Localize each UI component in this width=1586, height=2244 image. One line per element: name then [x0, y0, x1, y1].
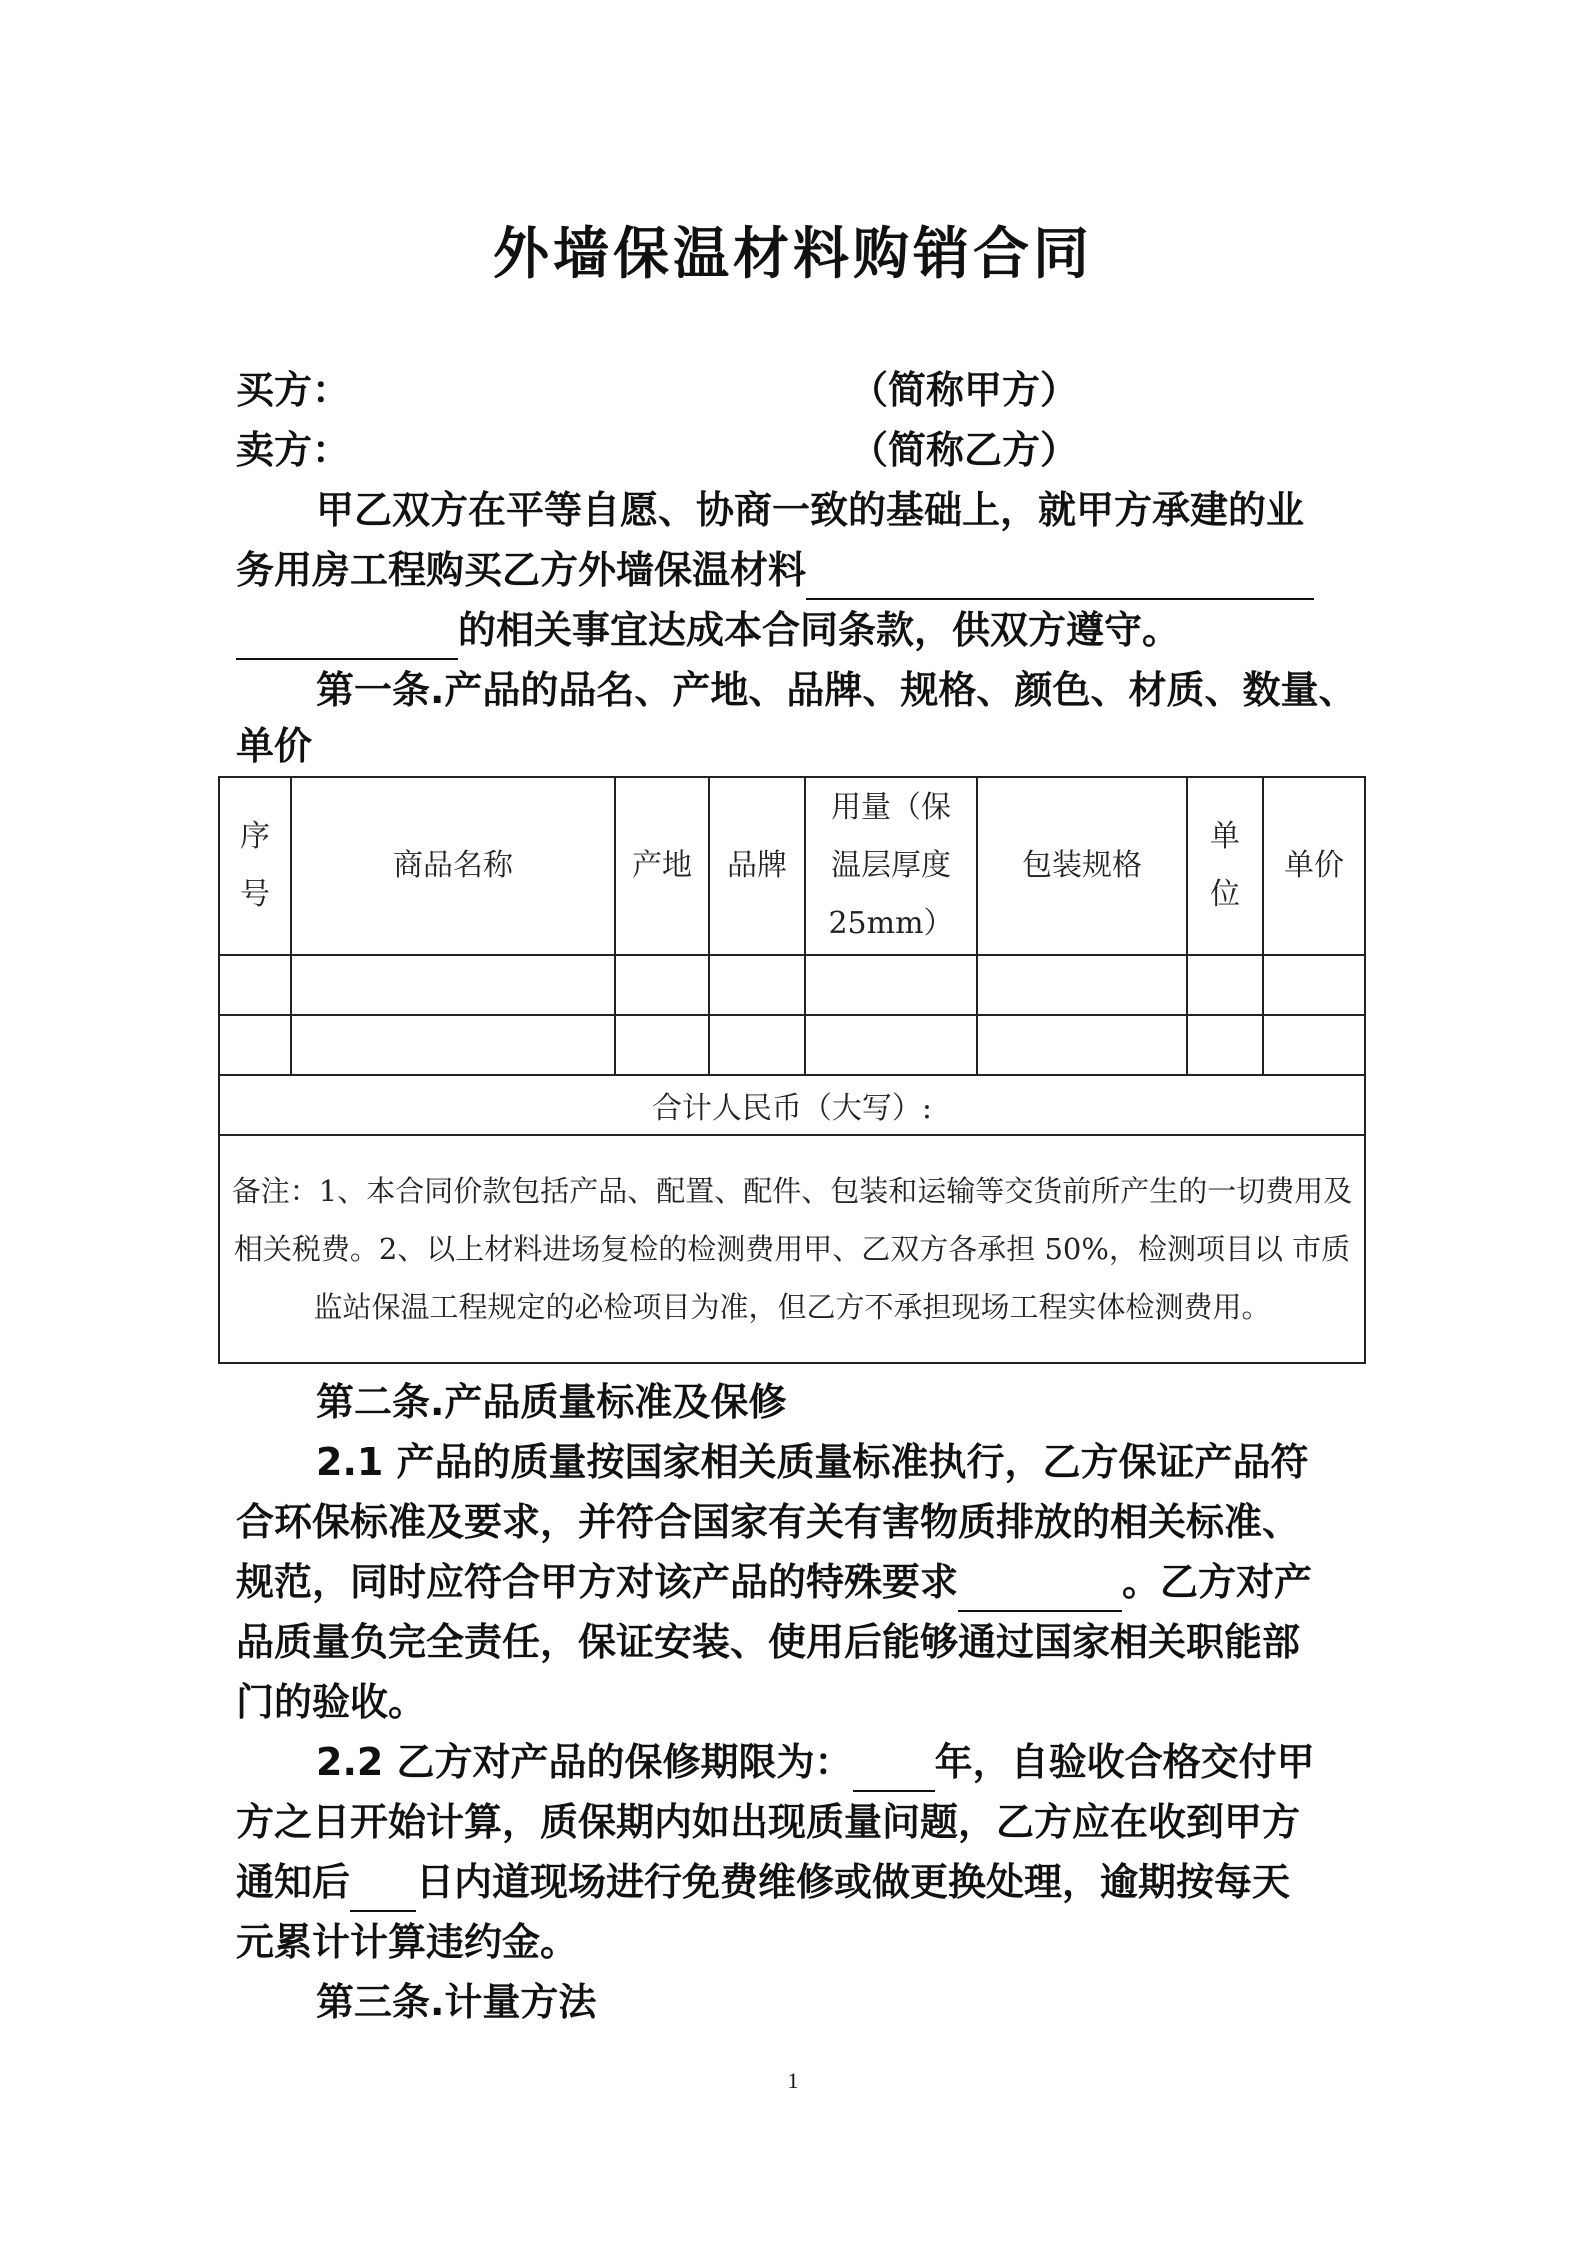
- article-2-heading: 第二条.产品质量标准及保修: [316, 1380, 787, 1424]
- col-header-quantity: 用量（保 温层厚度 25mm）: [805, 777, 977, 955]
- article-2-2-line-3: 通知后 日内道现场进行免费维修或做更换处理，逾期按每天: [236, 1852, 1290, 1912]
- intro-line-1: 甲乙双方在平等自愿、协商一致的基础上，就甲方承建的业: [316, 488, 1305, 532]
- col-header-packaging: 包装规格: [977, 777, 1187, 955]
- buyer-label: 买方：: [236, 368, 351, 412]
- material-blank: [806, 554, 1314, 600]
- seller-abbreviation: （简称乙方）: [850, 428, 1079, 472]
- article-1-heading-cont: 单价: [236, 724, 313, 768]
- col-header-seq: 序 号: [219, 777, 291, 955]
- article-2-1-line-1: 2.1 产品的质量按国家相关质量标准执行，乙方保证产品符: [316, 1440, 1309, 1484]
- warranty-years-blank: [853, 1746, 935, 1792]
- table-header-row: [219, 777, 1365, 955]
- intro-line-3: [236, 600, 1180, 660]
- special-requirement-blank: [958, 1566, 1122, 1612]
- table-note: 备注：1、本合同价款包括产品、配置、配件、包装和运输等交货前所产生的一切费用及相关税费。2、以上材料进场复检的检测费用甲、乙双方各承担 50%，检测项目以 市质监站保温工程规定的必检项目为准，但乙方不承担现场工程实体检测费用。: [219, 1135, 1365, 1363]
- intro-line-2-text: 务用房工程购买乙方外墙保温材料: [236, 548, 807, 592]
- article-2-1-line-3: 规范，同时应符合甲方对该产品的特殊要求 。乙方对产: [236, 1552, 1312, 1612]
- article-2-1-line-5: 门的验收。: [236, 1680, 427, 1724]
- article-3-heading: 第三条.计量方法: [316, 1980, 597, 2024]
- product-table: [218, 776, 1366, 1364]
- table-total-row: [219, 1075, 1365, 1135]
- article-2-1-line-4: 品质量负完全责任，保证安装、使用后能够通过国家相关职能部: [236, 1620, 1301, 1664]
- intro-line-3-text: 的相关事宜达成本合同条款，供双方遵守。: [458, 608, 1181, 652]
- col-header-unit-price: 单价: [1263, 777, 1365, 955]
- table-row: [219, 955, 1365, 1015]
- col-header-brand: 品牌: [709, 777, 805, 955]
- intro-line-2: [236, 540, 1314, 600]
- col-header-origin: 产地: [615, 777, 709, 955]
- document-title: 外墙保温材料购销合同: [493, 222, 1093, 287]
- article-1-heading: 第一条.产品的品名、产地、品牌、规格、颜色、材质、数量、: [316, 668, 1357, 712]
- page-number: 1: [787, 2068, 799, 2093]
- article-2-2-line-1: 2.2 乙方对产品的保修期限为： 年，自验收合格交付甲: [316, 1732, 1315, 1792]
- response-days-blank: [350, 1866, 416, 1912]
- col-header-unit: 单 位: [1187, 777, 1263, 955]
- article-2-1-line-2: 合环保标准及要求，并符合国家有关有害物质排放的相关标准、: [236, 1500, 1301, 1544]
- article-2-2-line-2: 方之日开始计算，质保期内如出现质量问题，乙方应在收到甲方: [236, 1800, 1301, 1844]
- article-2-2-line-4: 元累计计算违约金。: [236, 1920, 579, 1964]
- table-row: [219, 1015, 1365, 1075]
- col-header-product-name: 商品名称: [291, 777, 615, 955]
- table-note-row: [219, 1135, 1365, 1363]
- seller-label: 卖方：: [236, 428, 351, 472]
- material-blank-continued: [236, 614, 458, 660]
- total-rmb-label: 合计人民币（大写）:: [219, 1075, 1365, 1135]
- buyer-abbreviation: （简称甲方）: [850, 368, 1079, 412]
